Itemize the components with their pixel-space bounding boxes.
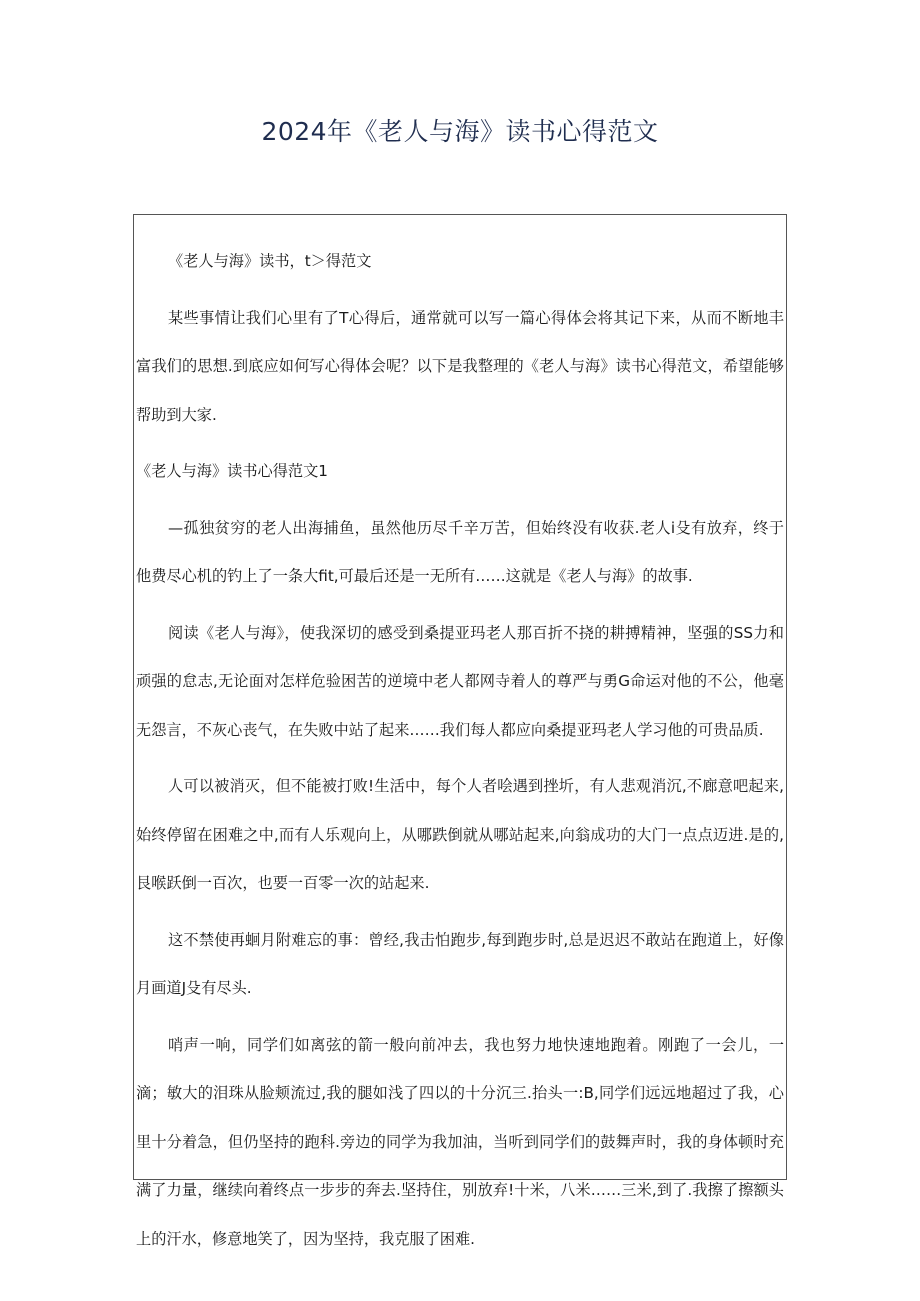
paragraph-intro-heading: 《老人与海》读书，t＞得范文 — [168, 252, 372, 270]
paragraph-race: 哨声一响，同学们如离弦的箭一般向前冲去，我也努力地快速地跑着。刚跑了一会儿，一滴；敏大的泪珠从脸颊流过,我的腿如浅了四以的十分沉三.抬头一:B,同学们远远地超过了我，心里十分着急，但仍坚持的跑科.旁边的同学为我加油，当听到同学们的鼓舞声时，我的身体顿时充满了力量，继续向着终点一步步的奔去.坚持住，别放弃!十米，八米……三米,到了.我擦了擦额头上的汗水，修意地笑了，因为坚持，我克服了困难. — [136, 1035, 784, 1248]
section-heading-1: 《老人与海》读书心得范文1 — [136, 462, 328, 480]
paragraph-reflection: 阅读《老人与海》，使我深切的感受到桑提亚玛老人那百折不挠的耕搏精神，坚强的SS力和顽强的怠志,无论面对怎样危验困苦的逆境中老人都网寺着人的尊严与勇G命运对他的不公，他毫无怨言，不灰心丧气，在失败中站了起来……我们每人都应向桑提亚玛老人学习他的可贵品质. — [136, 623, 784, 739]
paragraph-perseverance: 人可以被消灭，但不能被打败!生活中，每个人者哙遇到挫圻，有人悲观消沉,不廊意吧起来,始终停留在困难之中,而有人乐观向上，从哪跌倒就从哪站起来,向翁成功的大门一点点迈进.是的,艮喉跃倒一百次，也要一百零一次的站起来. — [136, 777, 784, 892]
paragraph-memory: 这不禁使再蛔月附难忘的事：曾经,我击怕跑步,每到跑步时,总是迟迟不敢站在跑道上，好像月画道J殳有尽头. — [136, 930, 784, 997]
paragraph-intro: 某些事情让我们心里有了T心得后，通常就可以写一篇心得体会将其记下来，从而不断地丰富我们的思想.到底应如何写心得体会呢？以下是我整理的《老人与海》读书心得范文，希望能够帮助到大家. — [136, 308, 784, 424]
content-box — [133, 214, 787, 1248]
document-title: 2024年《老人与海》读书心得范文 — [261, 117, 659, 146]
paragraph-story: —孤独贫穷的老人出海捕鱼，虽然他历尽千辛万苦，但始终没有收获.老人i殳有放弃，终于他费尽心机的钓上了一条大fit,可最后还是一无所有……这就是《老人与海》的故事. — [136, 518, 784, 585]
